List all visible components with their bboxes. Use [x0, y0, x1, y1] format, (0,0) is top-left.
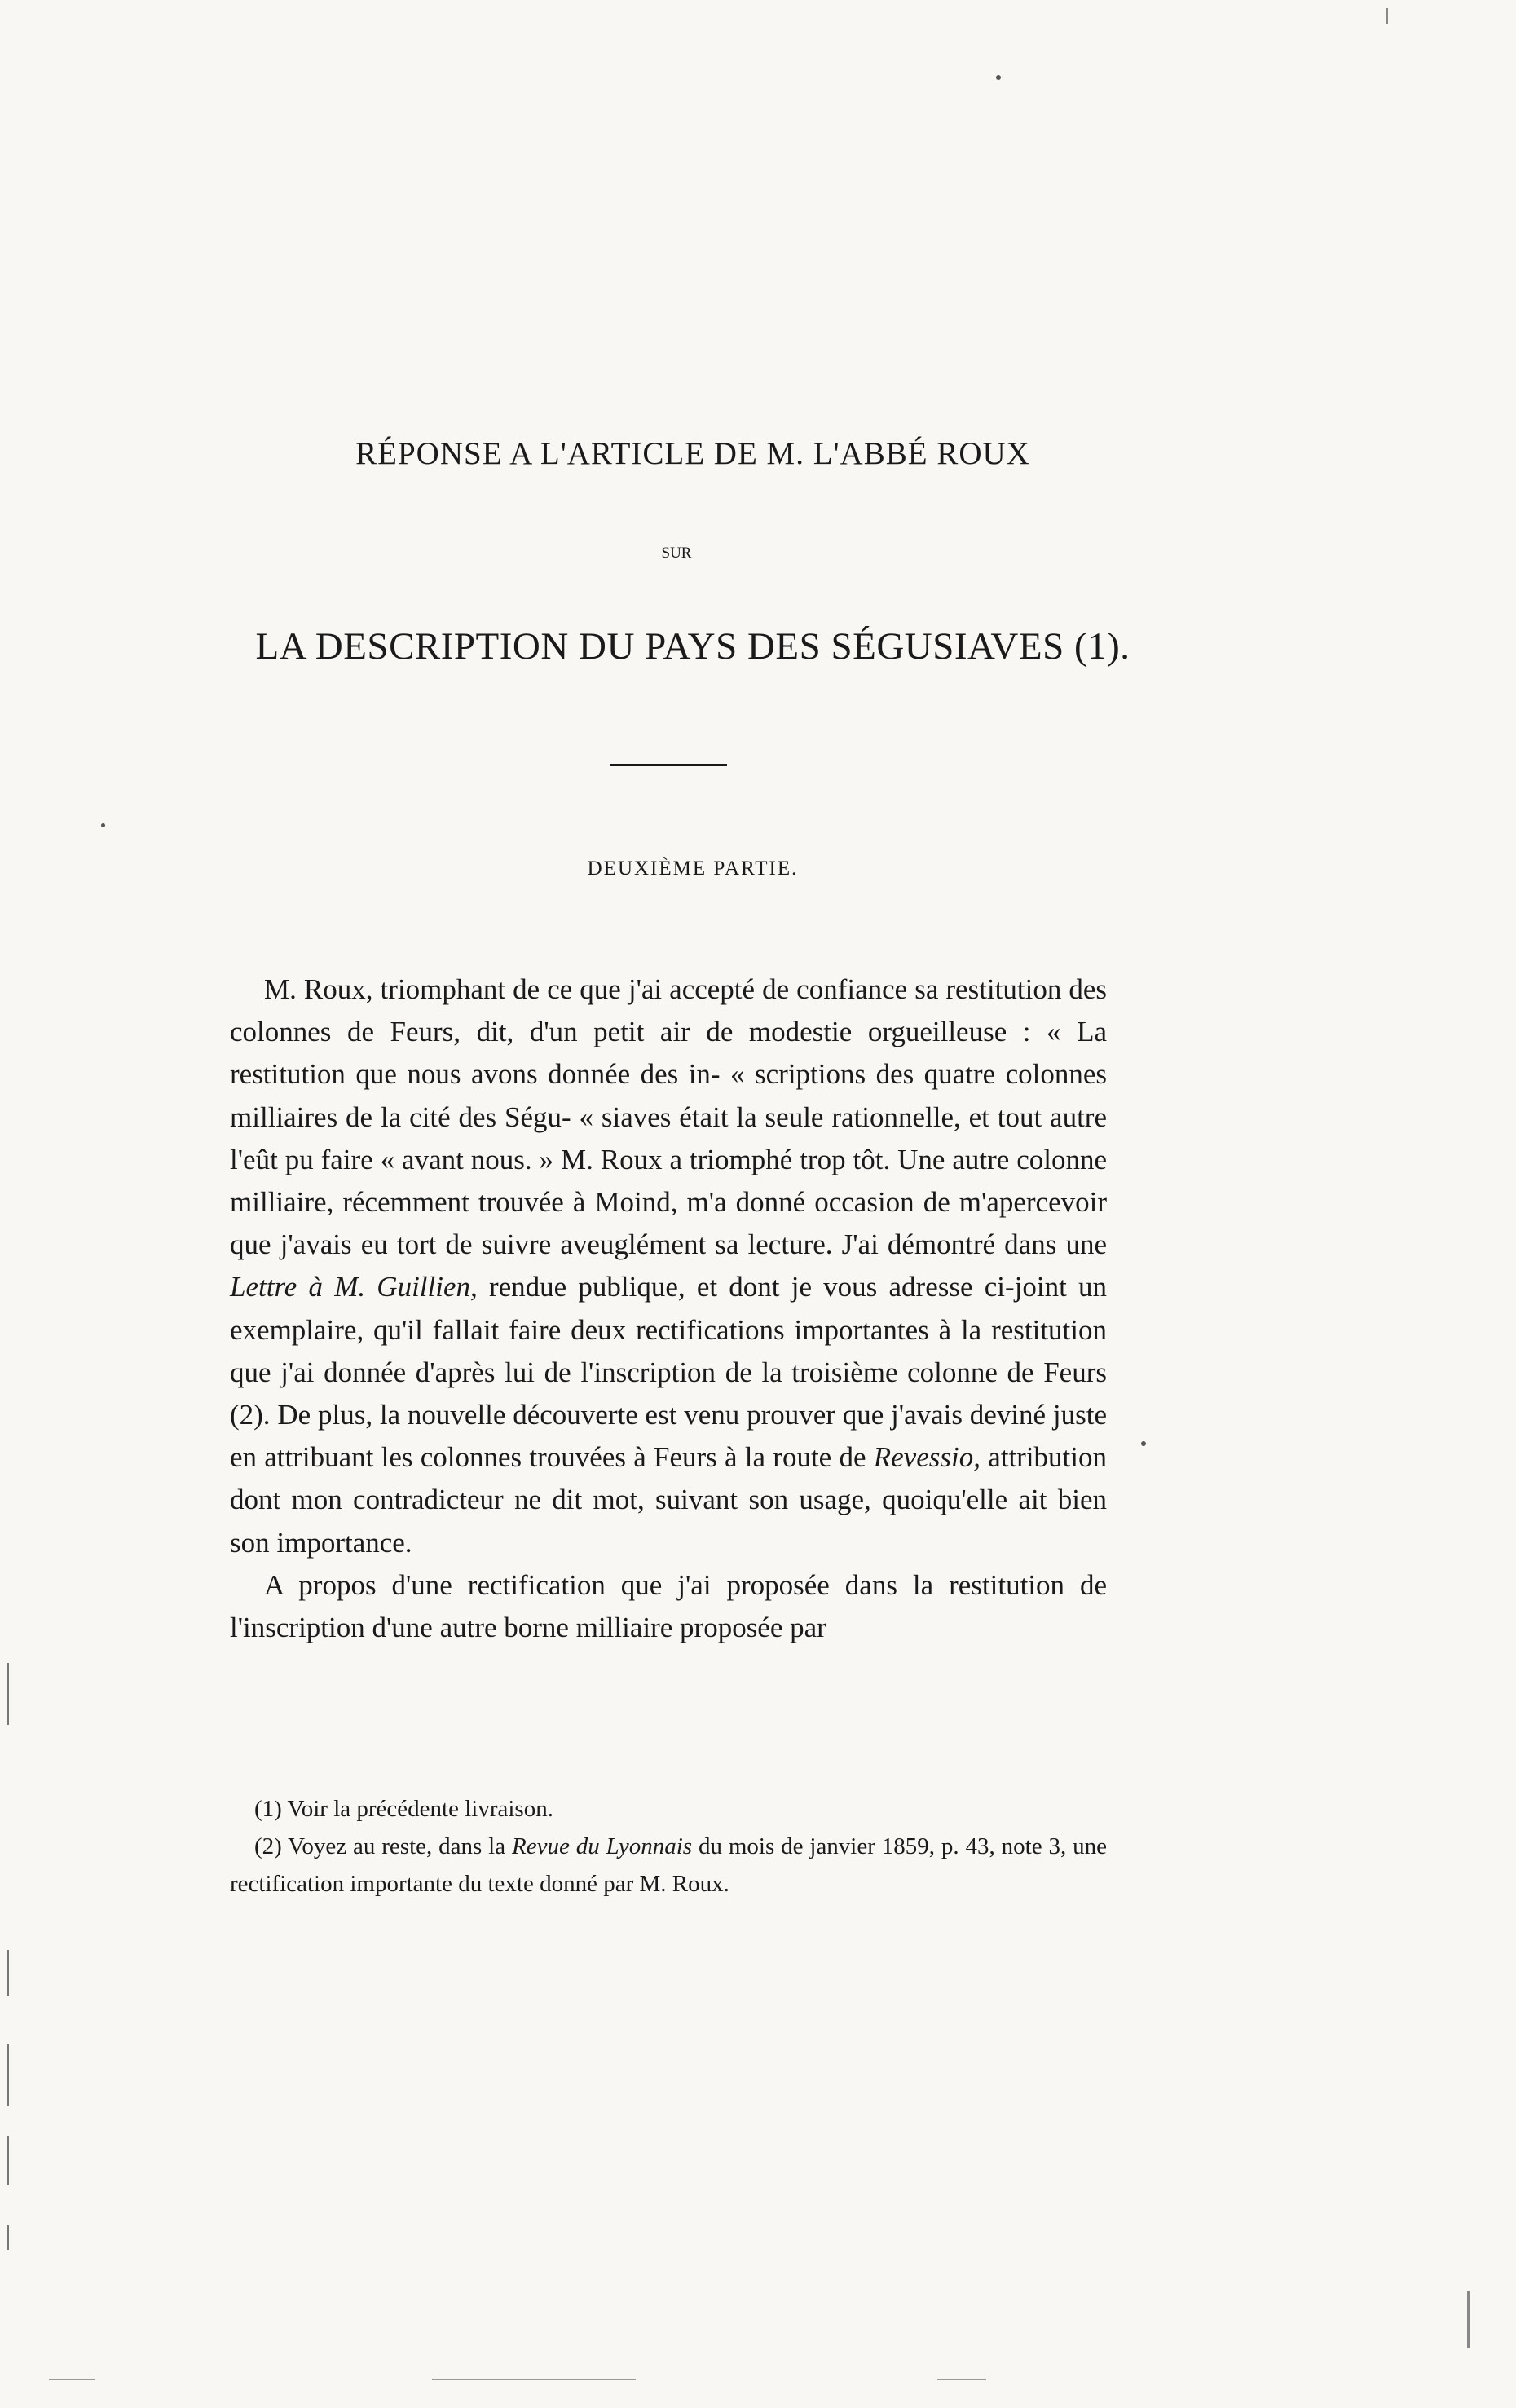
footnotes: [230, 1790, 1107, 1903]
scan-speck: [1141, 1441, 1146, 1446]
edge-mark: [7, 2225, 9, 2250]
paragraph-1-text-c: attribution dont mon contradicteur ne dit mot, suivant son usage, quoiqu'elle ait bien son importance.: [230, 1441, 1108, 1559]
edge-mark: [7, 1950, 9, 1996]
title-separator-rule: [610, 764, 727, 766]
bottom-scan-rule: [937, 2379, 986, 2380]
footnote-2-text-b: du mois de janvier 1859, p. 43, note 3, une rectification importante du texte donné par M. Roux.: [230, 1833, 1107, 1897]
footnote-2: [230, 1828, 1107, 1903]
paragraph-1-text-b: rendue publique, et dont je vous adresse ci-joint un exemplaire, qu'il fallait faire deux rectifications importantes à la restitution que j'ai donnée d'après lui de l'inscription de la troisième colonne de Feurs (2). De plus, la nouvelle découverte est venu prouver que j'avais deviné juste en attribuant les colonnes trouvées à Feurs à la route de: [230, 1271, 1107, 1474]
scan-speck: [101, 823, 105, 827]
article-title-line-1: RÉPONSE A L'ARTICLE DE M. L'ABBÉ ROUX: [355, 436, 1030, 471]
letter-title-italic: Lettre à M. Guillien,: [230, 1271, 478, 1303]
body-text: [230, 968, 1107, 1649]
scan-speck: [1386, 8, 1388, 24]
edge-mark: [1467, 2291, 1470, 2348]
paragraph-1: [230, 968, 1107, 1564]
paragraph-1-text-a: M. Roux, triomphant de ce que j'ai accepté de confiance sa restitution des colonnes de Feurs, dit, d'un petit air de modestie orgueilleuse : « La restitution que nous avons donnée des in- « scriptions des quatre colonnes milliaires de la cité des Ségu- « siaves était la seule rationnelle, et tout autre l'eût pu faire « avant nous. » M. Roux a triomphé trop tôt. Une autre colonne milliaire, récemment trouvée à Moind, m'a donné occasion de m'apercevoir que j'avais eu tort de suivre aveuglément sa lecture. J'ai démontré dans une: [230, 973, 1107, 1261]
title-connector: SUR: [661, 545, 692, 562]
bottom-scan-rule: [49, 2379, 95, 2380]
paragraph-2: A propos d'une rectification que j'ai proposée dans la restitution de l'inscription d'une autre borne milliaire proposée par: [230, 1568, 1107, 1644]
bottom-scan-rule: [432, 2379, 636, 2380]
scan-speck: [996, 75, 1001, 80]
journal-title-italic: Revue du Lyonnais: [512, 1833, 693, 1859]
part-heading: DEUXIÈME PARTIE.: [587, 858, 799, 880]
footnote-2-text-a: (2) Voyez au reste, dans la: [254, 1833, 512, 1859]
footnote-1: (1) Voir la précédente livraison.: [254, 1796, 553, 1822]
route-name-italic: Revessio,: [873, 1441, 981, 1474]
edge-mark: [7, 2044, 9, 2106]
edge-mark: [7, 1663, 9, 1725]
article-title-line-2: LA DESCRIPTION DU PAYS DES SÉGUSIAVES (1).: [255, 625, 1130, 668]
edge-mark: [7, 2136, 9, 2185]
